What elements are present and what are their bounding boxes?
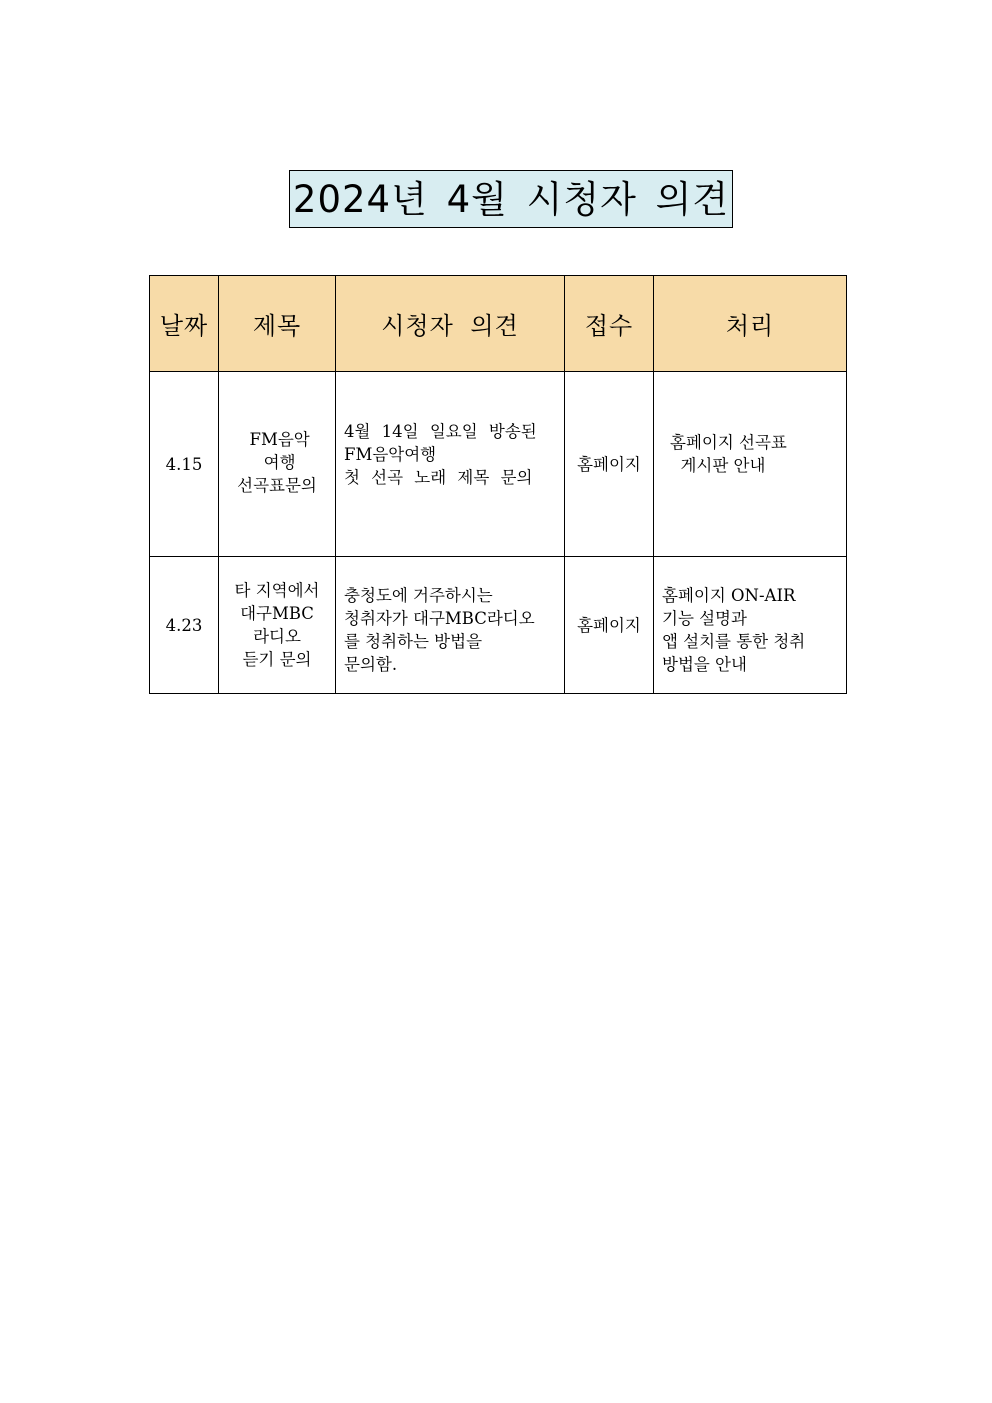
opinion-line: 청취자가 대구MBC라디오 [344, 609, 535, 628]
cell-opinion [336, 557, 565, 694]
cell-subject [219, 372, 336, 557]
subject-line: 타 지역에서 [234, 581, 320, 600]
opinion-line: 충청도에 거주하시는 [344, 586, 493, 605]
subject-line: 듣기 문의 [242, 650, 312, 669]
table-row [150, 557, 847, 694]
cell-date: 4.15 [150, 372, 219, 557]
handling-line: 홈페이지 선곡표 [670, 433, 787, 452]
cell-opinion [336, 372, 565, 557]
page-title: 2024년 4월 시청자 의견 [292, 177, 730, 221]
subject-line: FM음악 [244, 429, 310, 449]
opinion-line: 를 청취하는 방법을 [344, 632, 483, 651]
handling-line: 방법을 안내 [662, 655, 747, 674]
handling-line: 앱 설치를 통한 청취 [662, 632, 806, 651]
handling-line: 기능 설명과 [662, 609, 747, 628]
subject-line: 대구MBC [240, 604, 314, 623]
opinion-line: FM음악여행 [344, 444, 437, 464]
cell-handling [654, 557, 847, 694]
table-row [150, 372, 847, 557]
header-subject: 제목 [219, 276, 336, 372]
title-box [289, 170, 733, 228]
opinion-line: 문의함. [344, 655, 398, 674]
subject-line: 여행 [258, 452, 296, 472]
header-date: 날짜 [150, 276, 219, 372]
cell-handling [654, 372, 847, 557]
table-header-row [150, 276, 847, 372]
cell-date: 4.23 [150, 557, 219, 694]
handling-line: 홈페이지 ON-AIR [662, 586, 796, 605]
opinion-line: 첫 선곡 노래 제목 문의 [344, 467, 533, 487]
cell-received: 홈페이지 [565, 372, 654, 557]
header-handling: 처리 [654, 276, 847, 372]
header-opinion: 시청자 의견 [336, 276, 565, 372]
handling-line: 게시판 안내 [670, 456, 766, 475]
cell-received: 홈페이지 [565, 557, 654, 694]
opinions-table [149, 275, 847, 694]
subject-line: 선곡표문의 [237, 475, 317, 495]
subject-line: 라디오 [253, 627, 301, 646]
opinion-line: 4월 14일 일요일 방송된 [344, 421, 537, 441]
cell-subject [219, 557, 336, 694]
header-received: 접수 [565, 276, 654, 372]
